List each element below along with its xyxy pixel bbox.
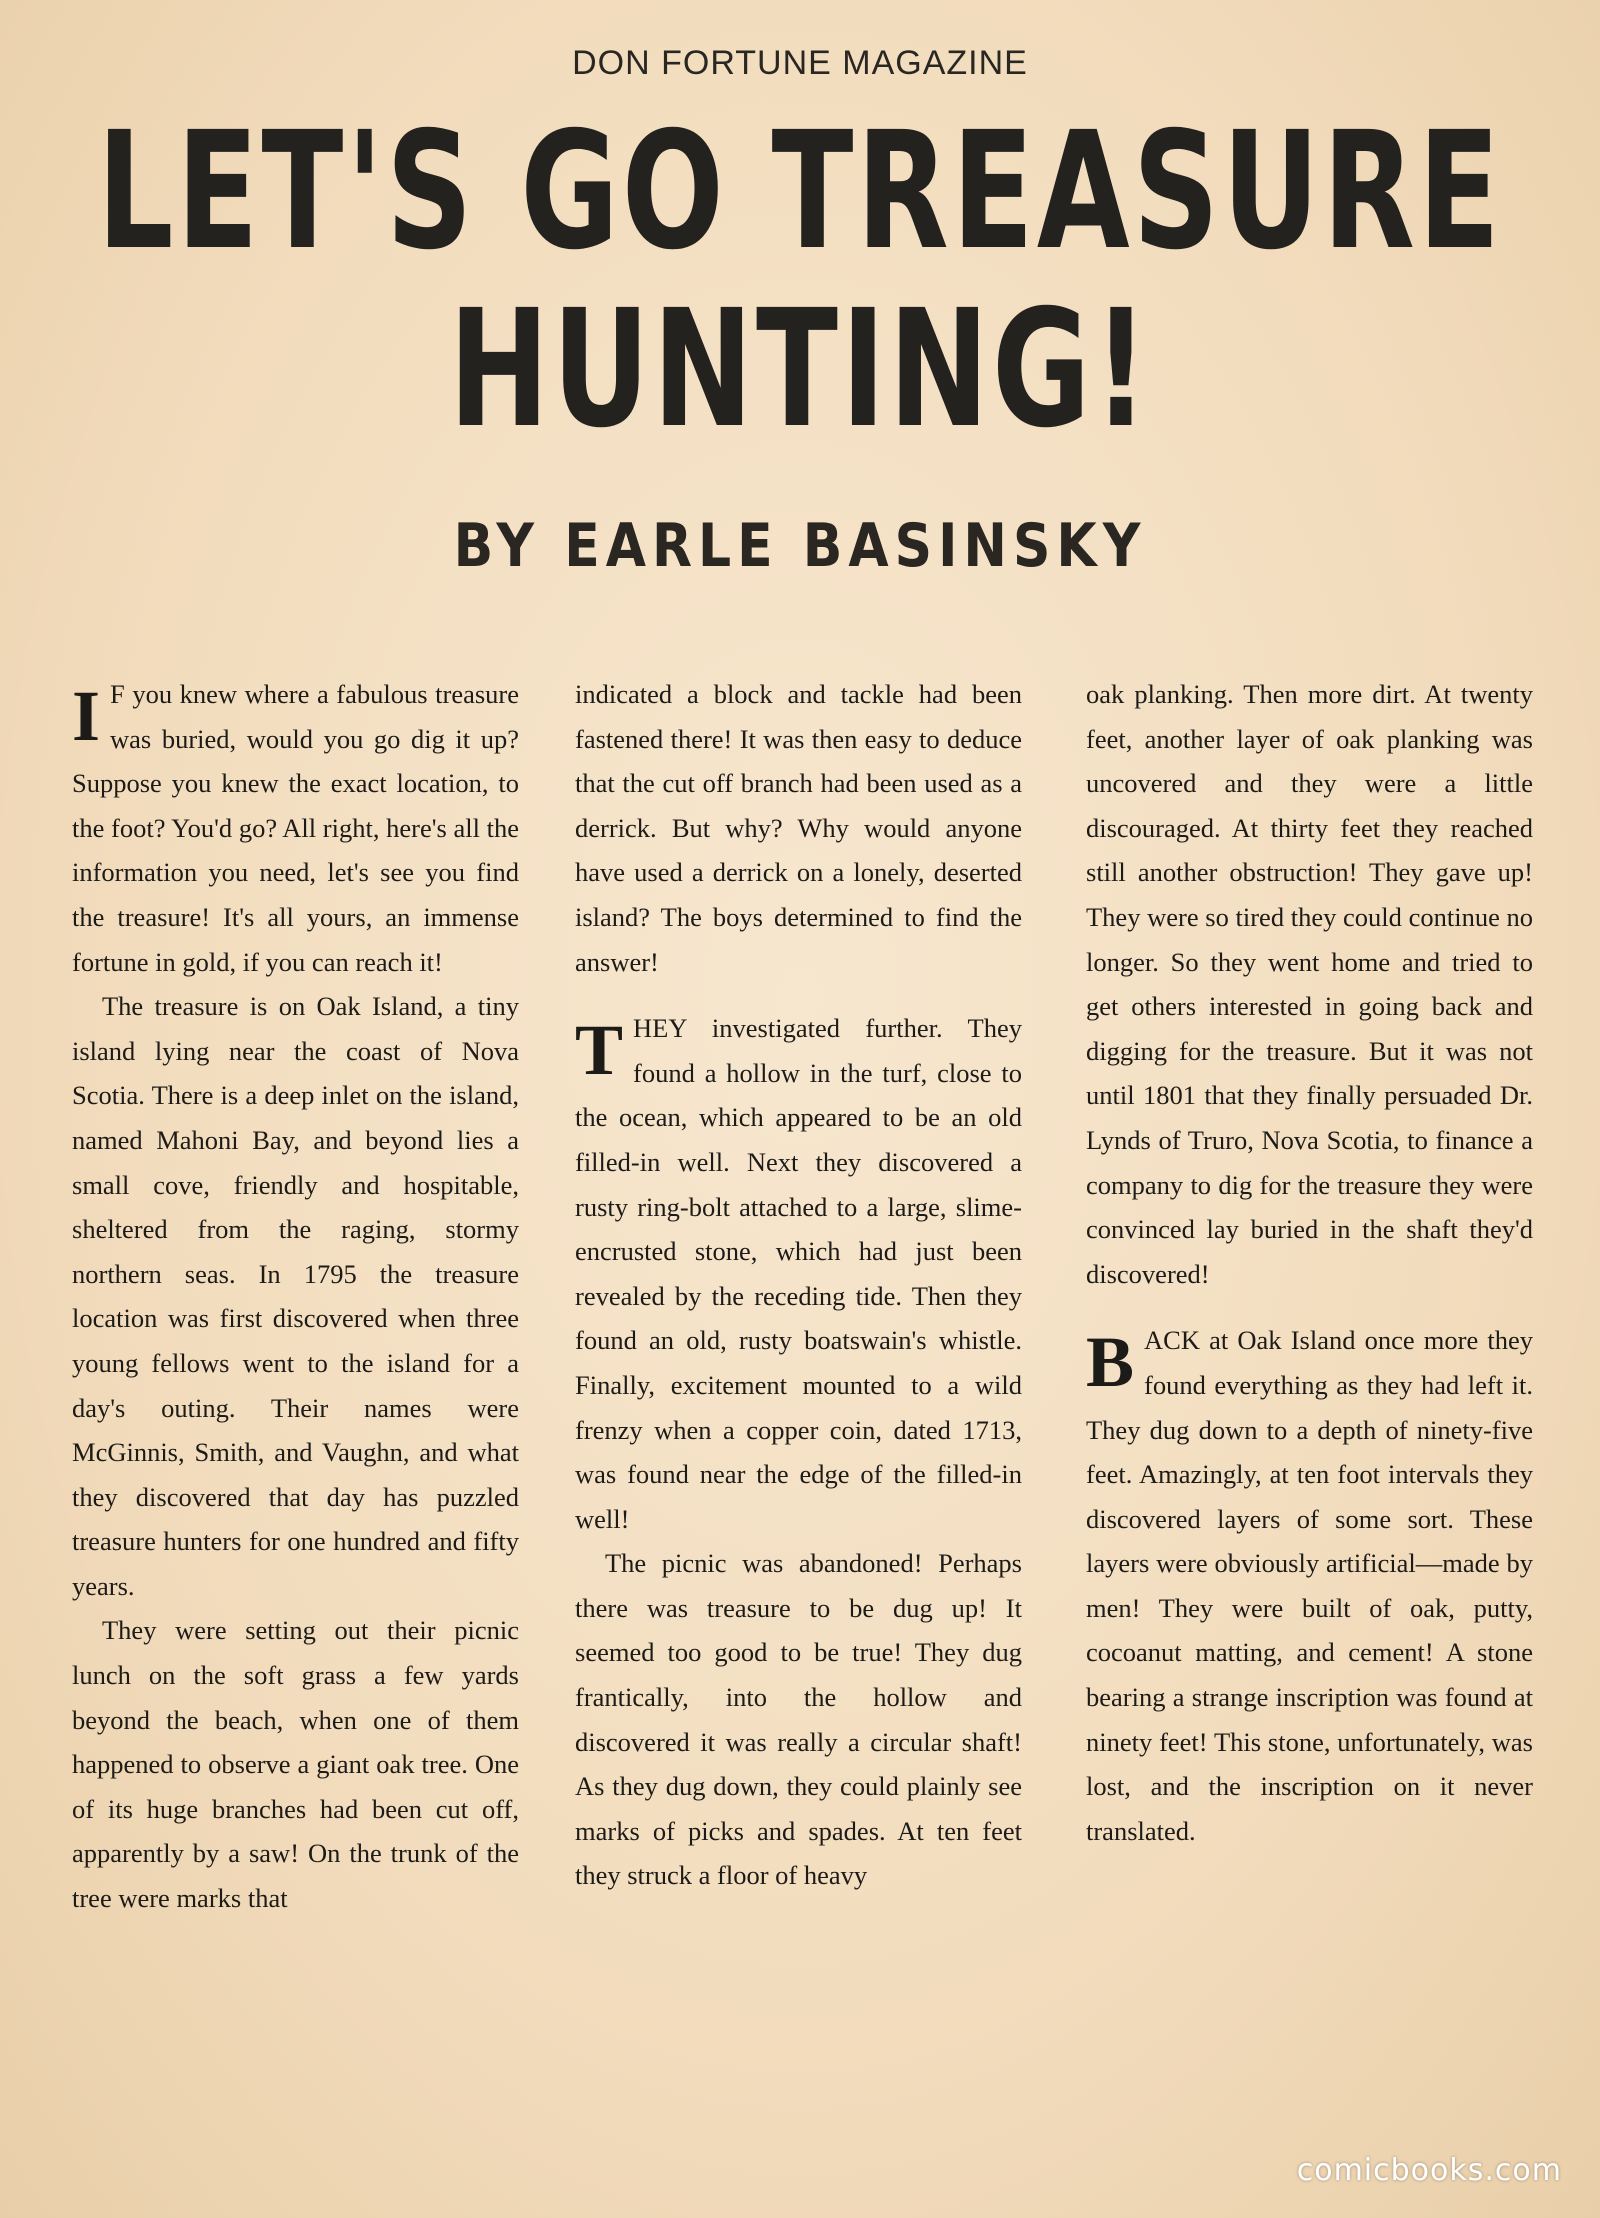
- paragraph: [72, 672, 519, 984]
- byline: BY EARLE BASINSKY: [453, 512, 1147, 581]
- drop-cap: I: [72, 676, 101, 756]
- headline-line-1: LET'S GO TREASURE: [97, 98, 1503, 287]
- article-column-2: [575, 672, 1022, 1898]
- paragraph: The picnic was abandoned! Perhaps there was treasure to be dug up! It seemed too good to be true! They dug frantically, into the hollow and discovered it was really a circular shaft! As they dug down, they could plainly see marks of picks and spades. At ten feet they struck a floor of heavy: [575, 1548, 1022, 1891]
- article-column-1: [72, 672, 519, 1921]
- paragraph-text: F you knew where a fabulous treasure was buried, would you go dig it up? Suppose you knew the exact location, to the foot? You'd go? All right, here's all the information you need, let's see you find the treasure! It's all yours, an immense fortune in gold, if you can reach it!: [72, 679, 519, 977]
- paragraph-text: ACK at Oak Island once more they found everything as they had left it. They dug down to a depth of ninety-five feet. Amazingly, at ten foot intervals they discovered layers of some sort. These layers were obviously artificial—made by men! They were built of oak, putty, cocoanut matting, and cement! A stone bearing a strange inscription was found at ninety feet! This stone, unfortunately, was lost, and the inscription on it never translated.: [1086, 1325, 1533, 1846]
- paragraph-text: HEY investigated further. They found a hollow in the turf, close to the ocean, which appeared to be an old filled-in well. Next they discovered a rusty ring-bolt attached to a large, slime-encrusted stone, which had just been revealed by the receding tide. Then they found an old, rusty boatswain's whistle. Finally, excitement mounted to a wild frenzy when a copper coin, dated 1713, was found near the edge of the filled-in well!: [575, 1013, 1022, 1534]
- paragraph: They were setting out their picnic lunch on the soft grass a few yards beyond the beach, when one of them happened to observe a giant oak tree. One of its huge branches had been cut off, apparently by a saw! On the trunk of the tree were marks that: [72, 1615, 519, 1914]
- article-column-3: [1086, 672, 1533, 1853]
- paragraph: [1086, 1318, 1533, 1853]
- paragraph: [575, 1006, 1022, 1541]
- magazine-name: DON FORTUNE MAGAZINE: [572, 44, 1028, 82]
- headline-line-2: HUNTING!: [448, 276, 1152, 465]
- drop-cap: T: [575, 1010, 624, 1091]
- paragraph: The treasure is on Oak Island, a tiny island lying near the coast of Nova Scotia. There is a deep inlet on the island, named Mahoni Bay, and beyond lies a small cove, friendly and hospitable, sheltered from the raging, stormy northern seas. In 1795 the treasure location was first discovered when three young fellows went to the island for a day's outing. Their names were McGinnis, Smith, and Vaughn, and what they discovered that day has puzzled treasure hunters for one hundred and fifty years.: [72, 991, 519, 1601]
- drop-cap: B: [1086, 1322, 1135, 1403]
- paragraph: oak planking. Then more dirt. At twenty feet, another layer of oak planking was uncovered and they were a little discouraged. At thirty feet they reached still another obstruction! They gave up! They were so tired they could continue no longer. So they went home and tried to get others interested in going back and digging for the treasure. But it was not until 1801 that they finally persuaded Dr. Lynds of Truro, Nova Scotia, to finance a company to dig for the treasure they were convinced lay buried in the shaft they'd discovered!: [1086, 679, 1533, 1289]
- paragraph: indicated a block and tackle had been fastened there! It was then easy to deduce that the cut off branch had been used as a derrick. But why? Why would anyone have used a derrick on a lonely, deserted island? The boys determined to find the answer!: [575, 679, 1022, 977]
- site-watermark: comicbooks.com: [1296, 2153, 1562, 2188]
